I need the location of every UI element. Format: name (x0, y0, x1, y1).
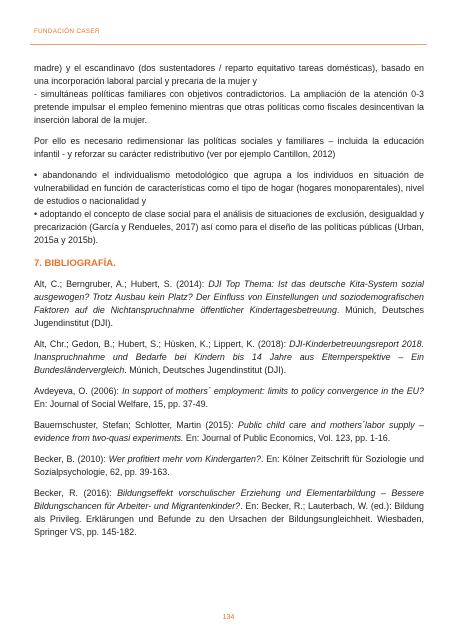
reference-entry (34, 385, 424, 411)
page-number: 134 (222, 614, 235, 621)
reference-entry (34, 278, 424, 330)
ref-source: . En: Becker, R.; Lauterbach, W. (ed.): Bildung als Privileg. Erklärungen und Befunde zu den Ursachen der Bildungsungleichheit. Wiesbaden, Springer VS, pp. 145-182. (34, 501, 424, 537)
ref-authors: Alt, C.; Berngruber, A.; Hubert, S. (2014): (34, 279, 209, 289)
section-heading: 7. BIBLIOGRAFÍA. (34, 258, 116, 269)
reference-entry (34, 453, 424, 479)
ref-title: DJI Top Thema: Ist das deutsche Kita-System sozial ausgewogen? Trotz Ausbau kein Platz? Der Einfluss von Einstellungen und soziodemografischen Faktoren auf die Nichtanspruchnahme öffentlicher Kindertagesbetreuung (34, 279, 424, 315)
ref-source: En: Journal of Social Welfare, 15, pp. 37-49. (34, 399, 208, 409)
bullet-item: • adoptando el concepto de clase social para el análisis de situaciones de exclusión, desigualdad y precarización (García y Rendueles, 2017) así como para el diseño de las políticas públicas (Urban, 2015a y 2015b). (34, 209, 424, 245)
ref-source: En: Journal of Public Economics, Vol. 123, pp. 1-16. (183, 433, 391, 443)
ref-title: DJI-Kinderbetreuungsreport 2018. Inanspruchnahme und Bedarfe bei Kindern bis 14 Jahre aus Elternperspektive – Ein Bundesländervergleich (34, 339, 424, 375)
ref-authors: Alt, Chr.; Gedon, B.; Hubert, S.; Hüsken, K.; Lippert, K. (2018): (34, 339, 290, 349)
paragraph-text: - simultáneas políticas familiares con objetivos contradictorios. La ampliación de la atención 0-3 pretende impulsar el empleo femenino mientras que otras políticas como fiscales desincentivan la inserción laboral de la mujer. (34, 89, 424, 125)
page-body (34, 62, 424, 547)
bullet-item: • abandonando el individualismo metodológico que agrupa a los individuos en situación de vulnerabilidad en función de características como el tipo de hogar (hogares monoparentales), nivel de estudios o nacionalidad y (34, 170, 424, 206)
ref-source: . En: Kölner Zeitschrift für Soziologie und Sozialpsychologie, 62, pp. 39-163. (34, 454, 424, 477)
ref-authors: Bauernschuster, Stefan; Schlotter, Martin (2015): (34, 420, 238, 430)
header-rule (30, 44, 427, 45)
ref-title: In support of mothers´ employment: limits to policy convergence in the EU? (122, 386, 424, 396)
ref-authors: Becker, B. (2010): (34, 454, 109, 464)
paragraph (34, 62, 424, 127)
ref-source: . Múnich, Deutsches Jugendinstitut (DJI). (34, 305, 424, 328)
ref-title: Public child care and mothers´labor supply – evidence from two-quasi experiments. (34, 420, 424, 443)
running-header: FUNDACIÓN CASER (34, 28, 100, 35)
ref-authors: Avdeyeva, O. (2006): (34, 386, 123, 396)
ref-authors: Becker, R. (2016): (34, 488, 118, 498)
reference-entry (34, 338, 424, 377)
ref-source: . Múnich, Deutsches Jugendinstitut (DJI). (124, 365, 287, 375)
ref-title: Bildungseffekt vorschulischer Erziehung und Elementarbildung – Bessere Bildungschancen für Arbeiter- und Migrantenkinder? (34, 488, 424, 511)
bullet-list (34, 169, 424, 247)
reference-entry (34, 419, 424, 445)
reference-entry (34, 487, 424, 539)
ref-title: Wer profitiert mehr vom Kindergarten? (108, 454, 261, 464)
paragraph-text: madre) y el escandinavo (dos sustentadores / reparto equitativo tareas domésticas), basado en una incorporación laboral parcial y precaria de la mujer y (34, 63, 424, 86)
paragraph: Por ello es necesario redimensionar las políticas sociales y familiares – incluida la educación infantil - y reforzar su carácter redistributivo (ver por ejemplo Cantillon, 2012) (34, 136, 424, 159)
